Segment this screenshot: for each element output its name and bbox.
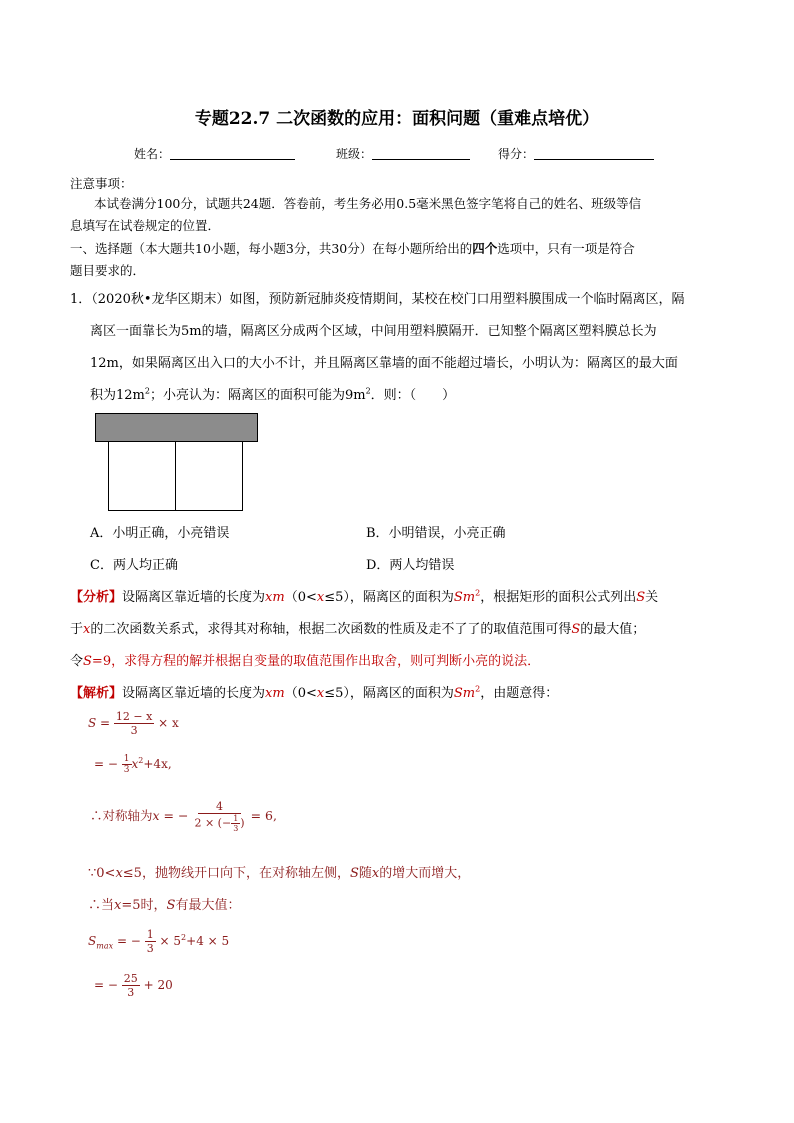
bc-c: 随: [358, 866, 372, 881]
axis-den: [192, 814, 246, 833]
bc-b: ≤5，抛物线开口向下，在对称轴左侧，: [122, 866, 350, 881]
bc-x2: x: [371, 866, 380, 881]
s1-sup: 2: [475, 684, 481, 694]
a2c: 的二次函数关系式，求得其对称轴，根据二次函数的性质及走不了了的取值范围可得: [90, 622, 572, 637]
s1a: 设隔离区靠近墙的长度为: [122, 686, 266, 701]
eq2-pre: = −: [94, 757, 118, 771]
last-num: 25: [123, 972, 138, 985]
a1-sup: 2: [475, 588, 481, 598]
q4a: 积为12m: [90, 388, 145, 403]
bc-d: 的增大而增大，: [379, 866, 471, 881]
last-fraction: [122, 972, 140, 999]
bc-x: x: [115, 866, 123, 881]
area-left: [108, 441, 176, 511]
eq1-den: 3: [130, 724, 138, 737]
section-suffix: 选项中，只有一项是符合: [497, 241, 635, 256]
area-right: [175, 441, 243, 511]
wh-c: 有最大值：: [175, 898, 241, 913]
wh-b: =5时，: [121, 898, 167, 913]
solution-tag: 【解析】: [70, 686, 123, 701]
axis-result: = 6,: [250, 808, 277, 823]
wh-S: S: [166, 898, 176, 913]
name-label: 姓名：: [134, 147, 171, 161]
a1b: xm: [265, 590, 285, 605]
score-label: 得分：: [498, 147, 535, 161]
s1g: ，由题意得：: [480, 686, 559, 701]
s1d: x: [316, 686, 325, 701]
smax-sub: max: [96, 941, 114, 951]
s1e: ≤5），隔离区的面积为: [324, 686, 454, 701]
a2d: S: [571, 622, 581, 637]
question-text-1: （2020秋•龙华区期末）如图，预防新冠肺炎疫情期间，某校在校门口用塑料膜围成一个临时隔离区，隔: [91, 292, 685, 307]
wh-a: ∴当: [88, 898, 115, 913]
question-line-1: [70, 288, 685, 307]
equation-1: [88, 710, 179, 737]
final-equation: [94, 972, 173, 999]
a1h: S: [636, 590, 646, 605]
class-field[interactable]: [336, 145, 470, 162]
class-label: 班级：: [336, 147, 373, 161]
eq1-rhs: × x: [158, 716, 179, 730]
eq1-num: 12 − x: [115, 710, 153, 723]
analysis-line-3: [70, 650, 540, 669]
a2b: x: [83, 622, 91, 637]
q4-sup-1: 2: [144, 386, 150, 396]
because-line: [88, 862, 470, 881]
score-field[interactable]: [498, 145, 654, 162]
q4b: ；小亮认为：隔离区的面积可能为9m: [149, 388, 366, 403]
notice-heading: 注意事项：: [70, 176, 133, 191]
notice-line-2: 息填写在试卷规定的位置．: [70, 218, 221, 233]
question-line-3: 12m，如果隔离区出入口的大小不计，并且隔离区靠墙的面不能超过墙长，小明认为：隔离区的最大面: [90, 356, 678, 371]
eq2-rest: +4x,: [143, 757, 172, 771]
smax-rest: × 5: [159, 934, 182, 948]
solution-line-1: [70, 682, 558, 701]
smax-num: 1: [146, 928, 154, 941]
s1b: xm: [265, 686, 285, 701]
question-line-4: [90, 384, 455, 403]
bc-S: S: [349, 866, 359, 881]
smax-eq: = −: [116, 934, 141, 948]
section-heading-line-2: 题目要求的．: [70, 263, 146, 278]
smax-sup: 2: [181, 933, 187, 942]
axis-minus: −: [178, 808, 189, 823]
axis-fraction: [192, 800, 246, 833]
a1i: 关: [645, 590, 659, 605]
eq2-den: 3: [123, 765, 130, 775]
axis-x: x =: [152, 808, 175, 823]
a3c: =9，求得方程的解并根据自变量的取值范围作出取舍，则可判断小亮的说法．: [91, 654, 541, 669]
axis-den-frac: [231, 814, 240, 833]
option-c[interactable]: C．两人均正确: [90, 558, 178, 573]
score-blank[interactable]: [534, 147, 654, 160]
option-b[interactable]: B．小明错误，小亮正确: [366, 526, 506, 541]
axis-num: 4: [198, 800, 241, 814]
eq1-fraction: [114, 710, 154, 737]
last-rest: + 20: [143, 978, 173, 992]
smax-fraction: [145, 928, 156, 955]
smax-label: S: [88, 934, 97, 948]
smax-den: 3: [146, 942, 154, 955]
axis-den-pre: 2 × (−: [194, 816, 232, 830]
a1c: （0<: [284, 590, 317, 605]
axis-of-symmetry: [90, 800, 277, 833]
section-prefix: 一、选择题（本大题共10小题，每小题3分，共30分）在每小题所给出的: [70, 241, 473, 256]
smax-equation: [88, 928, 229, 955]
a3b: S: [83, 654, 92, 669]
wall-rect: [95, 413, 258, 442]
s1f: Sm: [453, 686, 476, 701]
last-den: 3: [127, 986, 135, 999]
s1c: （0<: [284, 686, 317, 701]
wh-x: x: [114, 898, 122, 913]
a1d: x: [316, 590, 325, 605]
smax-rest2: +4 × 5: [186, 934, 230, 948]
analysis-line-2: [70, 618, 645, 637]
bc-a: ∵0<: [88, 866, 116, 881]
name-field[interactable]: [134, 145, 295, 162]
eq2-fraction: [122, 754, 132, 775]
eq2-num: 1: [123, 754, 130, 764]
a1a: 设隔离区靠近墙的长度为: [122, 590, 266, 605]
eq1-lhs: S =: [88, 716, 111, 730]
axis-pre: ∴对称轴为: [90, 808, 153, 823]
q4-sup-2: 2: [365, 386, 371, 396]
question-line-2: 离区一面靠长为5m的墙，隔离区分成两个区域，中间用塑料膜隔开．已知整个隔离区塑料膜总长为: [90, 324, 657, 339]
q4c: ．则：（ ）: [370, 388, 456, 403]
a2e: 的最大值；: [580, 622, 646, 637]
class-blank[interactable]: [372, 147, 470, 160]
a1f: Sm: [453, 590, 476, 605]
eq2-sup: 2: [138, 756, 144, 765]
axis-den-num: 1: [233, 814, 239, 823]
axis-den-den: 3: [233, 824, 239, 833]
option-a[interactable]: A．小明正确，小亮错误: [90, 526, 230, 541]
option-d[interactable]: D．两人均错误: [366, 558, 455, 573]
a1g: ，根据矩形的面积公式列出: [480, 590, 637, 605]
axis-den-close: ): [240, 816, 245, 830]
notice-line-1: 本试卷满分100分，试题共24题．答卷前，考生务必用0.5毫米黑色签字笔将自己的姓名、班级等信: [94, 196, 642, 211]
section-heading-line-1: [70, 239, 635, 257]
equation-2: [94, 754, 172, 775]
analysis-tag: 【分析】: [70, 590, 123, 605]
section-bold: 四个: [472, 241, 498, 256]
eq2-x: x: [131, 757, 139, 771]
last-eq: = −: [94, 978, 118, 992]
when-line: [88, 894, 240, 913]
analysis-line-1: [70, 586, 658, 605]
page-title: 专题22.7 二次函数的应用：面积问题（重难点培优）: [194, 109, 600, 129]
a2a: 于: [70, 622, 84, 637]
a1e: ≤5），隔离区的面积为: [324, 590, 454, 605]
question-number: 1．: [70, 292, 92, 307]
a3a: 令: [70, 654, 84, 669]
name-blank[interactable]: [170, 147, 295, 160]
